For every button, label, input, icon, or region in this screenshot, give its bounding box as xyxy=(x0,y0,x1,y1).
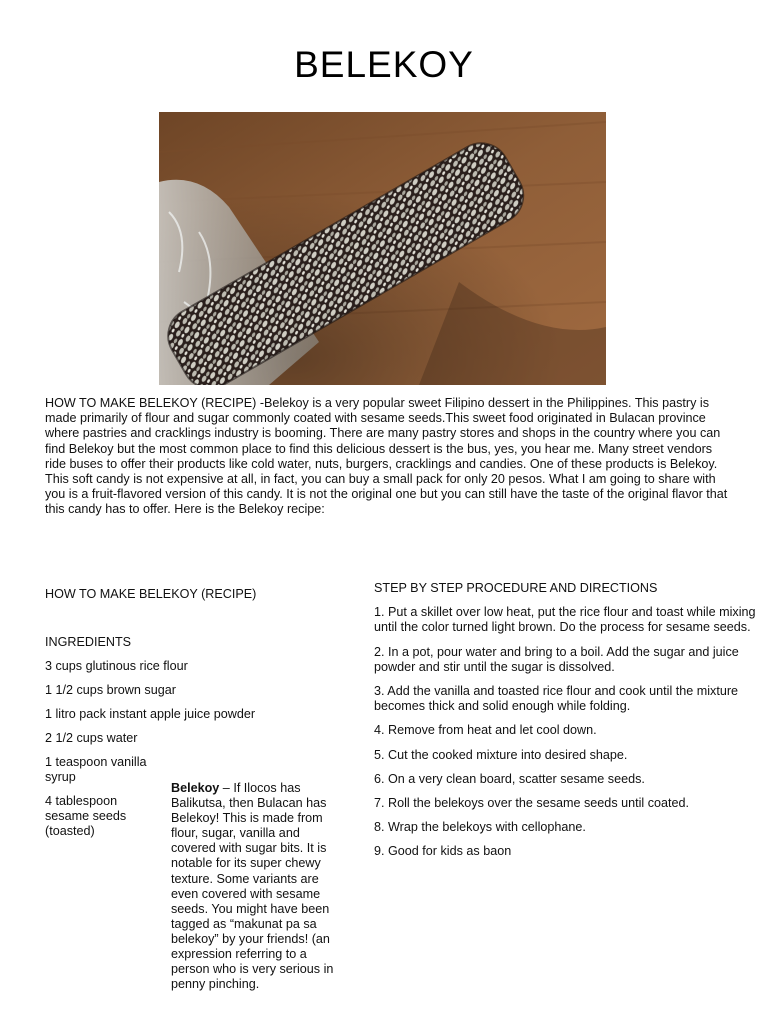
sidebar-text: – If Ilocos has Balikutsa, then Bulacan has Belekoy! This is made from flour, sugar, vanilla and covered with sugar bits. It is notable for its super chewy texture. Some variants are even covered with sesame seeds. You might have been tagged as “makunat pa sa belekoy” by your friends! (an expression referring to a person who is very serious in penny pinching. xyxy=(171,781,334,992)
sidebar-term: Belekoy xyxy=(171,781,220,795)
recipe-title: HOW TO MAKE BELEKOY (RECIPE) xyxy=(45,587,257,601)
procedure-step: 7. Roll the belekoys over the sesame seeds until coated. xyxy=(374,796,690,811)
belekoy-sidebar-note xyxy=(171,781,337,992)
belekoy-candy-photo xyxy=(159,112,606,385)
procedure-heading: STEP BY STEP PROCEDURE AND DIRECTIONS xyxy=(374,581,658,595)
procedure-step: 3. Add the vanilla and toasted rice flour and cook until the mixture becomes thick and solid enough while folding. xyxy=(374,684,739,714)
ingredient-item: 1 1/2 cups brown sugar xyxy=(45,683,176,697)
ingredient-item: 1 teaspoon vanilla syrup xyxy=(45,755,147,784)
ingredient-item: 4 tablespoon sesame seeds (toasted) xyxy=(45,794,127,838)
procedure-step: 6. On a very clean board, scatter sesame seeds. xyxy=(374,771,645,786)
ingredients-heading: INGREDIENTS xyxy=(45,635,132,649)
procedure-column xyxy=(374,581,758,869)
ingredient-item: 3 cups glutinous rice flour xyxy=(45,659,188,673)
procedure-step: 1. Put a skillet over low heat, put the rice flour and toast while mixing until the color turned light brown. Do the process for sesame seeds. xyxy=(374,605,756,635)
procedure-step: 9. Good for kids as baon xyxy=(374,844,512,859)
procedure-step: 5. Cut the cooked mixture into desired shape. xyxy=(374,747,628,762)
ingredient-item: 2 1/2 cups water xyxy=(45,731,138,745)
intro-paragraph: HOW TO MAKE BELEKOY (RECIPE) -Belekoy is a very popular sweet Filipino dessert in the Philippines. This pastry is made primarily of flour and sugar commonly coated with sesame seeds.This sweet food originated in Bulacan province where pastries and cracklings industry is booming. There are many pastry stores and shops in the country where you can find Belekoy but the most common place to find this delicious dessert is the bus, yes, you hear me. Many street vendors ride buses to offer their products like cold water, nuts, burgers, cracklings and candies. One of these products is Belekoy. This soft candy is not expensive at all, in fact, you can buy a small pack for only 20 pesos. What I am going to share with you is a fruit-flavored version of this candy. It is not the original one but you can still have the taste of the original flavor that this candy has to offer. Here is the Belekoy recipe: xyxy=(45,396,728,517)
procedure-step: 4. Remove from heat and let cool down. xyxy=(374,723,597,738)
ingredient-item: 1 litro pack instant apple juice powder xyxy=(45,707,256,721)
procedure-step: 2. In a pot, pour water and bring to a boil. Add the sugar and juice powder and stir until the sugar is dissolved. xyxy=(374,644,739,674)
procedure-step: 8. Wrap the belekoys with cellophane. xyxy=(374,820,586,835)
page-title: BELEKOY xyxy=(294,44,474,85)
